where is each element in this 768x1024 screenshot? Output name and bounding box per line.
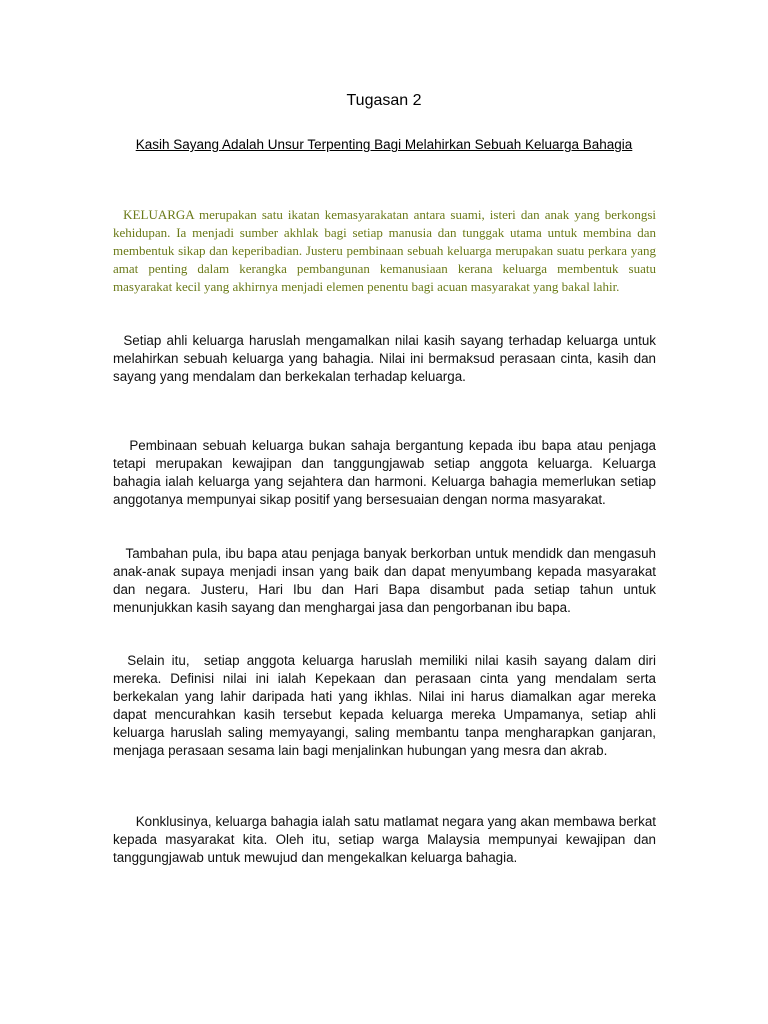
paragraph-intro: KELUARGA merupakan satu ikatan kemasyarakatan antara suami, isteri dan anak yang berkongsi kehidupan. Ia menjadi sumber akhlak bagi setiap manusia dan tunggak utama untuk membina dan membentuk sikap dan keperibadian. Justeru pembinaan sebuah keluarga merupakan suatu perkara yang amat penting dalam kerangka pembangunan kemanusiaan kerana keluarga membentuk suatu masyarakat kecil yang akhirnya menjadi elemen penentu bagi acuan masyarakat yang bakal lahir. — [113, 207, 656, 294]
paragraph-5: Selain itu, setiap anggota keluarga haruslah memiliki nilai kasih sayang dalam diri mereka. Definisi nilai ini ialah Kepekaan dan perasaan cinta yang mendalam serta berkekalan yang lahir daripada hati yang ikhlas. Nilai ini harus diamalkan agar mereka dapat mencurahkan kasih tersebut kepada keluarga mereka Umpamanya, setiap ahli keluarga haruslah saling memyayangi, saling membantu tanpa mengharapkan ganjaran, menjaga perasaan sesama lain bagi menjalinkan hubungan yang mesra dan akrab. — [113, 653, 656, 758]
paragraph-3: Pembinaan sebuah keluarga bukan sahaja bergantung kepada ibu bapa atau penjaga tetapi merupakan kewajipan dan tanggungjawab setiap anggota keluarga. Keluarga bahagia ialah keluarga yang sejahtera dan harmoni. Keluarga bahagia memerlukan setiap anggotanya mempunyai sikap positif yang bersesuaian dengan norma masyarakat. — [113, 438, 656, 507]
paragraph-4: Tambahan pula, ibu bapa atau penjaga banyak berkorban untuk mendidk dan mengasuh anak-anak supaya menjadi insan yang baik dan dapat menyumbang kepada masyarakat dan negara. Justeru, Hari Ibu dan Hari Bapa disambut pada setiap tahun untuk menunjukkan kasih sayang dan menghargai jasa dan pengorbanan ibu bapa. — [113, 546, 656, 615]
page-title: Tugasan 2 — [346, 92, 422, 109]
paragraph-conclusion: Konklusinya, keluarga bahagia ialah satu matlamat negara yang akan membawa berkat kepada masyarakat kita. Oleh itu, setiap warga Malaysia mempunyai kewajipan dan tanggungjawab untuk mewujud dan mengekalkan keluarga bahagia. — [113, 814, 656, 865]
essay-subtitle: Kasih Sayang Adalah Unsur Terpenting Bagi Melahirkan Sebuah Keluarga Bahagia — [135, 137, 633, 152]
paragraph-2: Setiap ahli keluarga haruslah mengamalkan nilai kasih sayang terhadap keluarga untuk melahirkan sebuah keluarga yang bahagia. Nilai ini bermaksud perasaan cinta, kasih dan sayang yang mendalam dan berkekalan terhadap keluarga. — [113, 333, 656, 384]
